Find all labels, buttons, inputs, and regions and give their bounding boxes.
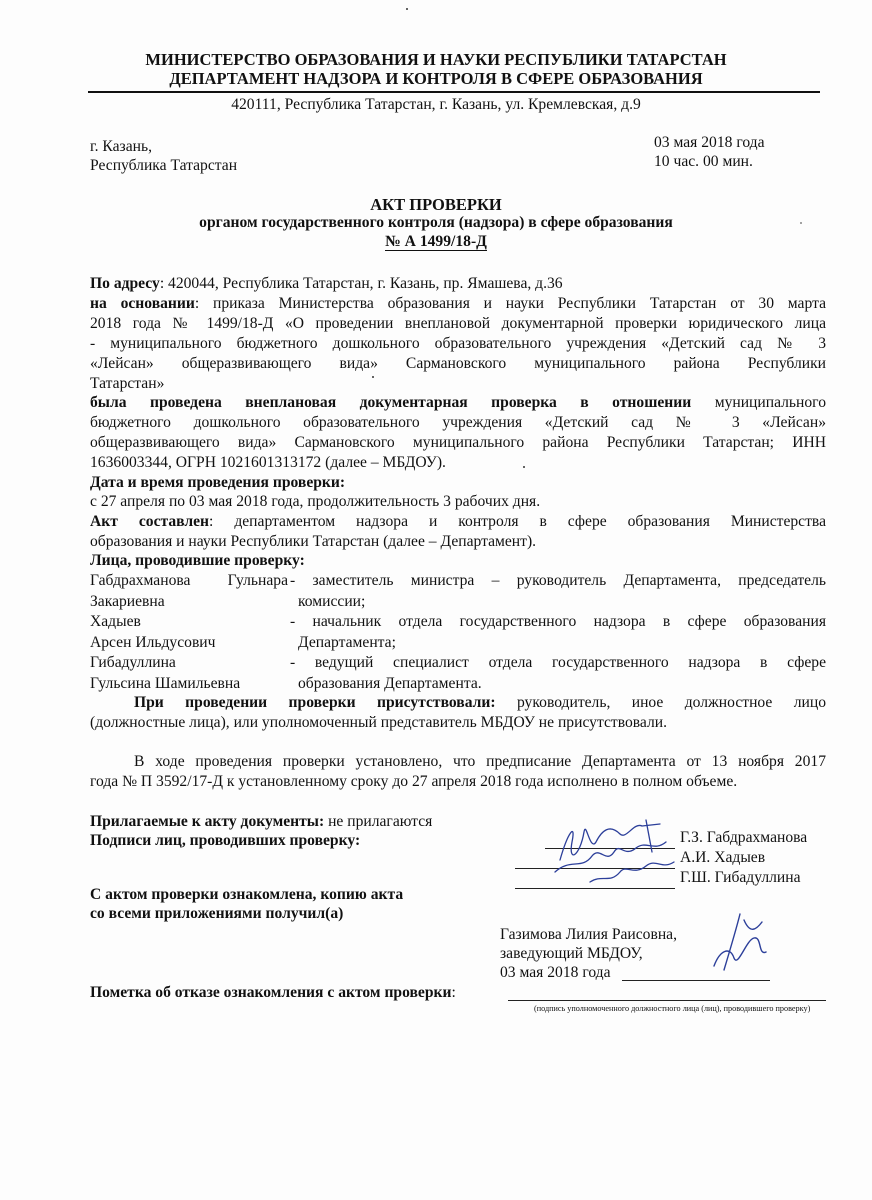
composed-line-2: образования и науки Республики Татарстан (далее – Департамент). <box>90 533 537 550</box>
signer-2: А.И. Хадыев <box>680 849 766 866</box>
conducted-line-3: общеразвивающего вида» Сармановского муниципального района Республики Татарстан; ИНН <box>90 434 826 451</box>
signatures-label: Подписи лиц, проводивших проверку: <box>90 832 361 849</box>
inspector-2-name-line2: Арсен Ильдусович <box>90 633 216 651</box>
header-rule <box>88 91 820 93</box>
dates-value: с 27 апреля по 03 мая 2018 года, продолжительность 3 рабочих дня. <box>90 493 541 510</box>
address-label: По адресу <box>90 275 160 292</box>
ministry-title: МИНИСТЕРСТВО ОБРАЗОВАНИЯ И НАУКИ РЕСПУБЛИКИ ТАТАРСТАН <box>145 50 727 69</box>
composed-label: Акт составлен <box>90 513 210 530</box>
composed-line-1 <box>90 512 826 533</box>
refusal-label-text: Пометка об отказе ознакомления с актом проверки <box>90 984 452 1001</box>
receiver-signature-image <box>700 910 780 982</box>
inspector-3-role-line1: - ведущий специалист отдела государственного надзора в сфере <box>290 654 826 671</box>
signature-caption: (подпись уполномоченного должностного лица (лиц), проводившего проверку) <box>534 1004 811 1013</box>
inspectors-label: Лица, проводившие проверку: <box>90 552 305 569</box>
basis-label: на основании <box>90 295 195 312</box>
inspector-3-name-line1: Гибадуллина <box>90 654 176 671</box>
receiver-date: 03 мая 2018 года <box>500 964 611 981</box>
act-number: № А 1499/18-Д <box>385 233 487 250</box>
refusal-label <box>90 984 456 1002</box>
inspector-3-name <box>90 653 290 694</box>
present-line-2: (должностные лица), или уполномоченный представитель МБДОУ не присутствовали. <box>90 714 667 731</box>
scan-speck <box>800 222 802 224</box>
signer-3: Г.Ш. Гибадуллина <box>680 869 801 886</box>
basis-line-3: - муниципального бюджетного дошкольного образовательного учреждения «Детский сад № 3 <box>90 335 826 352</box>
inspector-3-role <box>290 653 826 694</box>
present-text-1: руководитель, иное должностное лицо <box>495 694 826 711</box>
address-line <box>90 274 826 295</box>
attached-docs <box>90 813 432 831</box>
inspector-3-role-line2: образования Департамента. <box>298 674 482 692</box>
acknowledgement-line-2: со всеми приложениями получил(а) <box>90 905 344 922</box>
inspector-3-name-line2: Гульсина Шамильевна <box>90 674 241 692</box>
finding-line-2: года № П 3592/17-Д к установленному сроку до 27 апреля 2018 года исполнено в полном объеме. <box>90 773 738 790</box>
inspector-2-role <box>290 612 826 653</box>
inspector-2-name-line1: Хадыев <box>90 613 141 630</box>
inspector-2-role-line1: - начальник отдела государственного надзора в сфере образования <box>290 613 826 630</box>
refusal-colon: : <box>451 984 456 1001</box>
conducted-text-1: муниципального <box>691 394 826 411</box>
region: Республика Татарстан <box>90 157 238 174</box>
receiver-role: заведующий МБДОУ, <box>500 945 643 962</box>
basis-line-2: 2018 года № 1499/18-Д «О проведении внеплановой документарной проверки юридического лица <box>90 315 826 332</box>
act-subtitle: органом государственного контроля (надзора) в сфере образования <box>199 214 673 231</box>
acknowledgement-line-1: С актом проверки ознакомлена, копию акта <box>90 886 404 903</box>
act-number-wrap <box>0 233 872 251</box>
conducted-line-4: 1636003344, ОГРН 1021601313172 (далее – МБДОУ). <box>90 454 446 471</box>
inspector-1-name-line2: Закариевна <box>90 592 165 610</box>
city: г. Казань, <box>90 138 152 155</box>
signer-1: Г.З. Габдрахманова <box>680 829 808 846</box>
inspector-1-role <box>290 571 826 612</box>
department-title: ДЕПАРТАМЕНТ НАДЗОРА И КОНТРОЛЯ В СФЕРЕ ОБРАЗОВАНИЯ <box>169 69 703 88</box>
scan-speck <box>523 466 525 468</box>
inspector-2-name <box>90 612 290 653</box>
finding-line-1: В ходе проведения проверки установлено, что предписание Департамента от 13 ноября 2017 <box>134 753 826 770</box>
conducted-line-2: бюджетного дошкольного образовательного учреждения «Детский сад № 3 «Лейсан» <box>90 414 826 431</box>
basis-text-1: : приказа Министерства образования и науки Республики Татарстан от 30 марта <box>194 295 827 312</box>
inspector-1-role-line2: комиссии; <box>298 592 366 610</box>
basis-line-5: Татарстан» <box>90 375 165 392</box>
act-title: АКТ ПРОВЕРКИ <box>370 195 502 214</box>
inspector-2-role-line2: Департамента; <box>298 633 396 651</box>
department-address: 420111, Республика Татарстан, г. Казань, ул. Кремлевская, д.9 <box>231 96 641 113</box>
attached-label: Прилагаемые к акту документы: <box>90 813 325 830</box>
basis-line-1 <box>90 294 826 315</box>
composed-text-1: : департаментом надзора и контроля в сфере образования Министерства <box>209 513 826 530</box>
conducted-line-1 <box>90 393 826 414</box>
scan-speck <box>372 376 374 378</box>
inspector-1-name-line1: Габдрахманова Гульнара <box>90 572 288 589</box>
scan-speck <box>406 8 408 10</box>
inspectors-signatures-image <box>550 812 680 892</box>
inspector-1-role-line1: - заместитель министра – руководитель Департамента, председатель <box>290 572 826 589</box>
act-date: 03 мая 2018 года <box>654 134 765 151</box>
present-label: При проведении проверки присутствовали: <box>134 694 496 711</box>
refusal-signature-line <box>508 1000 826 1001</box>
act-time: 10 час. 00 мин. <box>654 153 753 170</box>
address-value: : 420044, Республика Татарстан, г. Казань, пр. Ямашева, д.36 <box>159 275 563 292</box>
dates-label: Дата и время проведения проверки: <box>90 474 346 491</box>
basis-line-4: «Лейсан» общеразвивающего вида» Сармановского муниципального района Республики <box>90 355 826 372</box>
conducted-label: была проведена внеплановая документарная проверка в отношении <box>90 394 692 411</box>
attached-value: не прилагаются <box>324 813 433 830</box>
inspector-1-name <box>90 571 290 612</box>
receiver-name: Газимова Лилия Раисовна, <box>500 926 677 943</box>
present-line-1 <box>134 693 826 714</box>
